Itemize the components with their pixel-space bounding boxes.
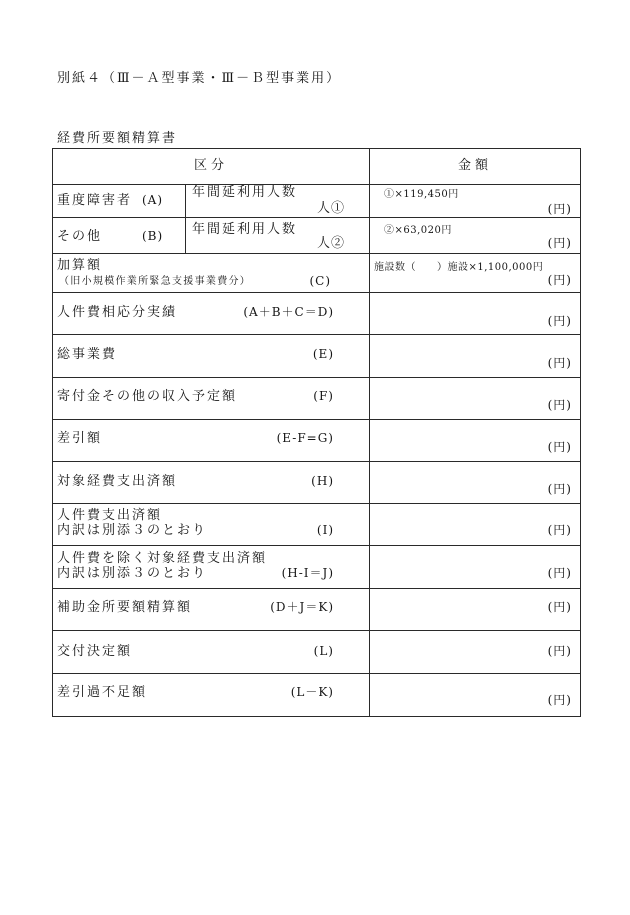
yen-unit: (円): [547, 398, 572, 412]
row-label: 重度障害者: [57, 193, 133, 208]
row-code: (H-I＝J): [281, 566, 334, 580]
row-note: （旧小規模作業所緊急支援事業費分）: [59, 276, 252, 287]
row-code: (B): [142, 229, 164, 243]
row-note: 内訳は別添３のとおり: [57, 523, 208, 538]
row-code: (E-F=G): [276, 431, 334, 445]
table-row: [53, 461, 580, 503]
amount-cell: [370, 293, 580, 334]
count-subcell: [185, 218, 369, 253]
category-cell: [53, 218, 370, 253]
settlement-table: [52, 148, 581, 717]
yen-unit: (円): [547, 600, 572, 614]
category-cell: [53, 420, 370, 461]
facility-formula: 施設数（ ）施設×1,100,000円: [374, 262, 544, 273]
amount-cell: [370, 254, 580, 292]
amount-cell: [370, 546, 580, 588]
attachment-label: 別紙４（Ⅲ－Ａ型事業・Ⅲ－Ｂ型事業用）: [57, 71, 342, 86]
table-row: [53, 588, 580, 630]
category-cell: [53, 546, 370, 588]
category-cell: [53, 504, 370, 545]
category-header-cell: [53, 149, 370, 184]
yen-unit: (円): [547, 236, 572, 250]
amount-cell: [370, 462, 580, 503]
table-row: [53, 545, 580, 588]
row-note: 内訳は別添３のとおり: [57, 566, 208, 581]
row-code: (F): [313, 389, 334, 403]
table-row: [53, 377, 580, 419]
category-cell: [53, 293, 370, 334]
row-label: 総事業費: [57, 347, 118, 362]
row-code: (I): [316, 523, 334, 537]
yen-unit: (円): [547, 202, 572, 216]
document-title: 経費所要額精算書: [57, 131, 178, 146]
row-code: (C): [309, 274, 331, 288]
unit-price-formula: ①×119,450円: [384, 189, 459, 200]
yen-unit: (円): [547, 644, 572, 658]
count-subcell: [185, 185, 369, 217]
category-cell: [53, 589, 370, 630]
row-code: (A＋B＋C＝D): [243, 305, 334, 319]
table-row: [53, 630, 580, 673]
table-row: [53, 673, 580, 716]
table-row: [53, 292, 580, 334]
category-cell: [53, 674, 370, 716]
table-row-severe: [53, 184, 580, 217]
amount-header-cell: [370, 149, 580, 184]
row-label: 人件費を除く対象経費支出済額: [57, 551, 268, 566]
unit-price-formula: ②×63,020円: [384, 225, 452, 236]
amount-cell: [370, 335, 580, 377]
row-code: (H): [311, 474, 334, 488]
amount-cell: [370, 218, 580, 253]
category-cell: [53, 335, 370, 377]
amount-header: 金額: [457, 158, 492, 173]
amount-cell: [370, 589, 580, 630]
row-label: その他: [57, 229, 103, 244]
category-cell: [53, 378, 370, 419]
row-label: 人件費相応分実績: [57, 305, 178, 320]
row-label: 寄付金その他の収入予定額: [57, 389, 238, 404]
category-header: 区分: [193, 158, 228, 173]
amount-cell: [370, 631, 580, 673]
category-cell: [53, 631, 370, 673]
yen-unit: (円): [547, 356, 572, 370]
count-label: 年間延利用人数: [192, 185, 298, 200]
row-code: (D＋J＝K): [270, 600, 334, 614]
yen-unit: (円): [547, 566, 572, 580]
count-unit: 人②: [316, 236, 345, 251]
row-code: (L－K): [290, 685, 334, 699]
row-label: 加算額: [57, 258, 103, 273]
amount-cell: [370, 674, 580, 716]
table-row-other: [53, 217, 580, 253]
table-row: [53, 419, 580, 461]
row-label: 人件費支出済額: [57, 508, 163, 523]
count-label: 年間延利用人数: [192, 222, 298, 237]
category-cell: [53, 185, 370, 217]
row-label: 補助金所要額精算額: [57, 600, 193, 615]
yen-unit: (円): [547, 273, 572, 287]
row-label: 交付決定額: [57, 644, 133, 659]
yen-unit: (円): [547, 482, 572, 496]
yen-unit: (円): [547, 314, 572, 328]
row-label: 差引過不足額: [57, 685, 148, 700]
count-unit: 人①: [316, 201, 345, 216]
row-code: (E): [312, 347, 334, 361]
table-row: [53, 334, 580, 377]
row-label: 差引額: [57, 431, 103, 446]
amount-cell: [370, 420, 580, 461]
row-code: (A): [142, 193, 164, 207]
yen-unit: (円): [547, 693, 572, 707]
table-row: [53, 503, 580, 545]
yen-unit: (円): [547, 440, 572, 454]
yen-unit: (円): [547, 523, 572, 537]
amount-cell: [370, 504, 580, 545]
category-cell: [53, 462, 370, 503]
row-label: 対象経費支出済額: [57, 474, 178, 489]
table-header-row: [53, 149, 580, 184]
amount-cell: [370, 185, 580, 217]
category-cell: [53, 254, 370, 292]
amount-cell: [370, 378, 580, 419]
row-code: (L): [313, 644, 334, 658]
table-row-addition: [53, 253, 580, 292]
